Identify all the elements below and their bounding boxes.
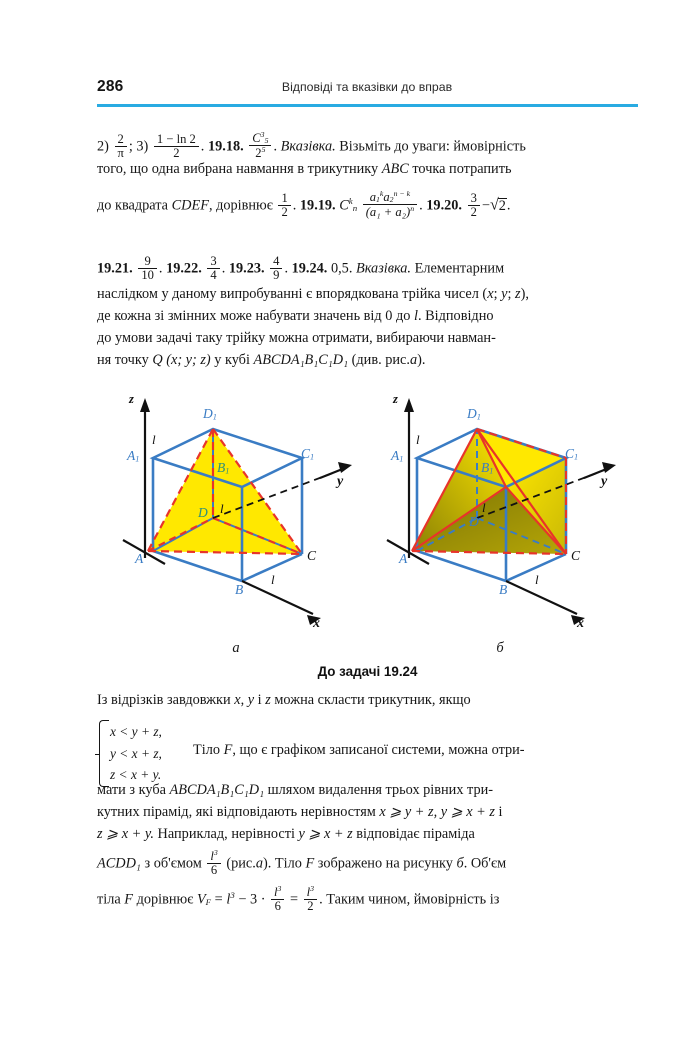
answers-paragraph-2	[97, 255, 638, 375]
exercise-number-1920: 19.20.	[426, 197, 463, 214]
inequality-3: z ⩾ x + y.	[97, 826, 154, 842]
inequality-row-2: y < x + z,	[110, 745, 162, 761]
text-line	[97, 255, 638, 287]
text-run: у кубі	[214, 352, 250, 368]
text-run: Елементарним	[414, 260, 505, 277]
figure-caption: До задачі 19.24	[317, 664, 418, 679]
closing-paragraph	[97, 693, 638, 921]
punct: ).	[417, 352, 426, 368]
hint-label: Вказівка.	[355, 260, 412, 277]
edge-label-l-top: l	[416, 432, 420, 447]
fraction-l3-2: $\frac{l^3}{2}$	[304, 885, 317, 913]
text-run: , дорівнює	[208, 197, 273, 214]
edge-label-l-bottom: l	[535, 572, 539, 587]
text-run: до квадрата	[97, 197, 169, 214]
text-run: . Об'єм	[463, 855, 507, 872]
text-run: мати з куба	[97, 782, 166, 798]
exercise-number-1918: 19.18.	[207, 138, 244, 155]
edge-label-l-bottom: l	[271, 572, 275, 587]
axis-label-y: y	[337, 474, 344, 489]
vertex-label-c: C	[571, 548, 581, 563]
vertex-label-b1: $B_1$	[481, 460, 494, 476]
text-line: до квадрата CDEF, дорівнює $\frac{1}{2}$ . 19.19. $C^k_n$ $\frac{a_1^ka_2^{n - k}}{(a_1 + a_2)^n}$ . 19.20. $\frac{3}{2}$ −√2.	[97, 189, 511, 220]
axis-label-z: z	[129, 392, 134, 406]
math-abc: ABC	[381, 161, 409, 177]
fraction-3-4: $\frac{3}{4}$	[207, 255, 219, 282]
inequality-4: y ⩾ x + z	[298, 826, 353, 842]
edge-label-l-mid: l	[482, 500, 486, 515]
text-run: Із відрізків завдовжки	[97, 692, 231, 708]
math-f: F	[124, 891, 134, 908]
vertex-label-b: B	[235, 582, 244, 597]
hint-label: Вказівка.	[280, 138, 336, 155]
sqrt-symbol: √	[489, 196, 499, 214]
page-header	[97, 78, 637, 106]
exercise-number-1922: 19.22.	[166, 260, 202, 277]
text-run: (рис.	[226, 855, 256, 872]
math-q: Q	[152, 352, 163, 368]
text-run: , що є графіком записаної системи, можна отри-	[232, 742, 525, 758]
text-line	[97, 353, 638, 375]
math-f: F	[305, 855, 315, 872]
answers-paragraph-1	[97, 131, 638, 224]
exercise-number-1923: 19.23.	[228, 260, 265, 277]
punct: .	[506, 197, 511, 214]
fraction-a1a2: $\frac{a_1^ka_2^{n - k}}{(a_1 + a_2)^n}$	[363, 190, 417, 219]
axis-label-y: y	[601, 474, 608, 489]
vertex-label-c1: $C_1$	[301, 446, 315, 462]
punct: .	[273, 138, 278, 155]
exercise-number-1921: 19.21.	[97, 260, 133, 277]
header-rule	[97, 104, 638, 107]
text-run: відповідає піраміда	[356, 826, 475, 842]
vertex-label-b: B	[499, 582, 508, 597]
vertex-label-a1: $A_1$	[391, 448, 404, 464]
fraction-9-10: $\frac{9}{10}$	[138, 255, 157, 282]
axis-z-arrow	[404, 398, 414, 412]
figure-ref-a: a	[255, 855, 263, 872]
figure-a-svg	[105, 388, 367, 650]
vertex-label-a: A	[399, 551, 408, 566]
math-v: V	[196, 891, 206, 908]
text-run: ня точку	[97, 352, 149, 368]
inequality-system	[99, 721, 162, 786]
system-of-inequalities	[97, 715, 638, 783]
exercise-number-1919: 19.19.	[299, 197, 336, 214]
math-cdef: CDEF	[171, 197, 209, 214]
vertex-label-b1: $B_1$	[217, 460, 230, 476]
text-line	[97, 827, 638, 849]
figure-letter-b: б	[496, 640, 504, 656]
system-tail-text	[193, 743, 525, 757]
text-run: тіла	[97, 891, 121, 908]
math-cube-label: ABCDA₁B₁C₁D₁	[253, 352, 349, 368]
vertex-label-a: A	[135, 551, 144, 566]
figure-letter-a: a	[232, 640, 240, 656]
figure-b	[369, 388, 631, 656]
axis-y-arrow	[338, 462, 352, 473]
punct: .	[158, 260, 163, 277]
punct: .	[200, 138, 205, 155]
inequality-row-3: z < x + y.	[110, 767, 162, 783]
text-run: можна скласти трикутник, якщо	[274, 692, 471, 708]
text-line	[97, 849, 638, 885]
math-pyramid-label: ACDD₁	[97, 855, 141, 872]
figure-ref-b: б	[456, 855, 464, 872]
cube-edge-ab	[417, 551, 506, 581]
inequality-1: x ⩾ y + z,	[379, 804, 438, 820]
page-number: 286	[97, 78, 124, 95]
text-run: кутних пірамід, які відповідають нерівностям	[97, 804, 376, 820]
text-line: кутних пірамід, які відповідають нерівностям x ⩾ y + z, y ⩾ x + z і	[97, 804, 503, 820]
radicand: 2	[498, 197, 506, 214]
text-line	[97, 309, 638, 331]
text-run: Наприклад, нерівності	[157, 826, 295, 842]
vertex-label-c: C	[307, 548, 317, 563]
edge-label-l-mid: l	[220, 501, 224, 516]
figure-ref-a: a	[409, 352, 418, 368]
text-run: з об'ємом	[144, 855, 202, 872]
axis-label-x: x	[577, 616, 584, 631]
text-run: зображено на рисунку	[317, 855, 453, 872]
axis-label-x: x	[313, 616, 320, 631]
text-run: дорівнює	[136, 891, 194, 908]
text-run: ). Тіло	[263, 855, 302, 872]
fraction-l3-6b: $\frac{l^3}{6}$	[271, 885, 284, 913]
text-run: де кожна зі змінних може набувати значень від 0 до	[97, 308, 411, 324]
fraction-three-halves: $\frac{3}{2}$	[468, 192, 480, 219]
exercise-number-1924: 19.24.	[291, 260, 328, 277]
text-line: Із відрізків завдовжки x, y і z можна скласти трикутник, якщо	[97, 692, 471, 708]
answer-item-3: ; 3)	[128, 138, 149, 155]
text-run: Таким чином, ймовірність із	[326, 891, 500, 908]
axis-x	[242, 581, 313, 614]
running-title: Відповіді та вказівки до вправ	[281, 80, 453, 94]
minus-sign: −	[481, 197, 490, 214]
text-run: того, що одна вибрана навмання в трикутнику	[97, 161, 379, 177]
figures-block	[97, 388, 638, 678]
fraction-2-pi: $\frac{2}{\pi}$	[115, 133, 127, 160]
vertex-label-d1: $D_1$	[467, 406, 481, 422]
axis-x	[506, 581, 577, 614]
vertex-label-d: D	[198, 505, 208, 520]
fraction-l3-6: $\frac{l^3}{6}$	[207, 849, 220, 877]
math-coords: (x; y; z)	[166, 352, 211, 368]
answer-value: 0,5.	[330, 260, 353, 277]
axis-label-z: z	[393, 392, 398, 406]
math-l: l	[413, 308, 418, 324]
figure-b-svg	[369, 388, 631, 650]
fraction-half: $\frac{1}{2}$	[278, 192, 290, 219]
math-c: C	[339, 197, 349, 214]
inequality-row-1: x < y + z,	[110, 724, 162, 739]
math-cube-label: ABCDA₁B₁C₁D₁	[169, 782, 265, 798]
text-run: наслідком у даному випробуванні є впорядкована трійка чисел (	[97, 286, 488, 302]
figure-a	[105, 388, 367, 656]
text-run: Тіло	[193, 742, 220, 758]
text-run: шляхом видалення трьох рівних три-	[267, 782, 494, 798]
vertex-label-d1: $D_1$	[203, 406, 217, 422]
axis-y-arrow	[602, 462, 616, 473]
vertex-label-a1: $A_1$	[127, 448, 140, 464]
math-f: F	[223, 742, 233, 758]
system-brace	[99, 720, 109, 787]
punct: .	[284, 260, 289, 277]
inequality-2: y ⩾ x + z	[440, 804, 495, 820]
fraction-binomial: $\frac{C^3_5}{2^5}$	[249, 131, 271, 160]
fraction-ln2: $\frac{1 - \ln 2}{2}$	[154, 133, 199, 160]
vertex-label-d: D	[469, 514, 479, 529]
vertex-label-c1: $C_1$	[565, 446, 579, 462]
text-line: до умови задачі таку трійку можна отримати, вибираючи навман-	[97, 330, 496, 346]
hint-text: Візьміть до уваги: ймовірність	[339, 138, 526, 155]
text-line	[97, 783, 638, 805]
punct: .	[221, 260, 226, 277]
text-line	[97, 131, 638, 162]
punct: .	[419, 197, 423, 214]
text-line: наслідком у даному випробуванні є впорядкована трійка чисел (x; y; z),	[97, 286, 529, 302]
axis-z-arrow	[140, 398, 150, 412]
answer-item-2: 2)	[97, 138, 109, 155]
text-run: (див. рис.	[351, 352, 410, 368]
text-line: тіла F дорівнює $V_F = l^3 - 3$ · $\frac{l^3}{6}$ = $\frac{l^3}{2}$ . Таким чином, ймовірність із	[97, 884, 500, 913]
text-run: . Відповідно	[417, 308, 494, 324]
fraction-4-9: $\frac{4}{9}$	[270, 255, 282, 282]
edge-label-l-top: l	[152, 432, 156, 447]
punct: .	[292, 197, 297, 214]
text-run: точка потрапить	[412, 161, 512, 177]
text-line	[97, 162, 638, 190]
cube-edge-ab	[153, 551, 242, 581]
